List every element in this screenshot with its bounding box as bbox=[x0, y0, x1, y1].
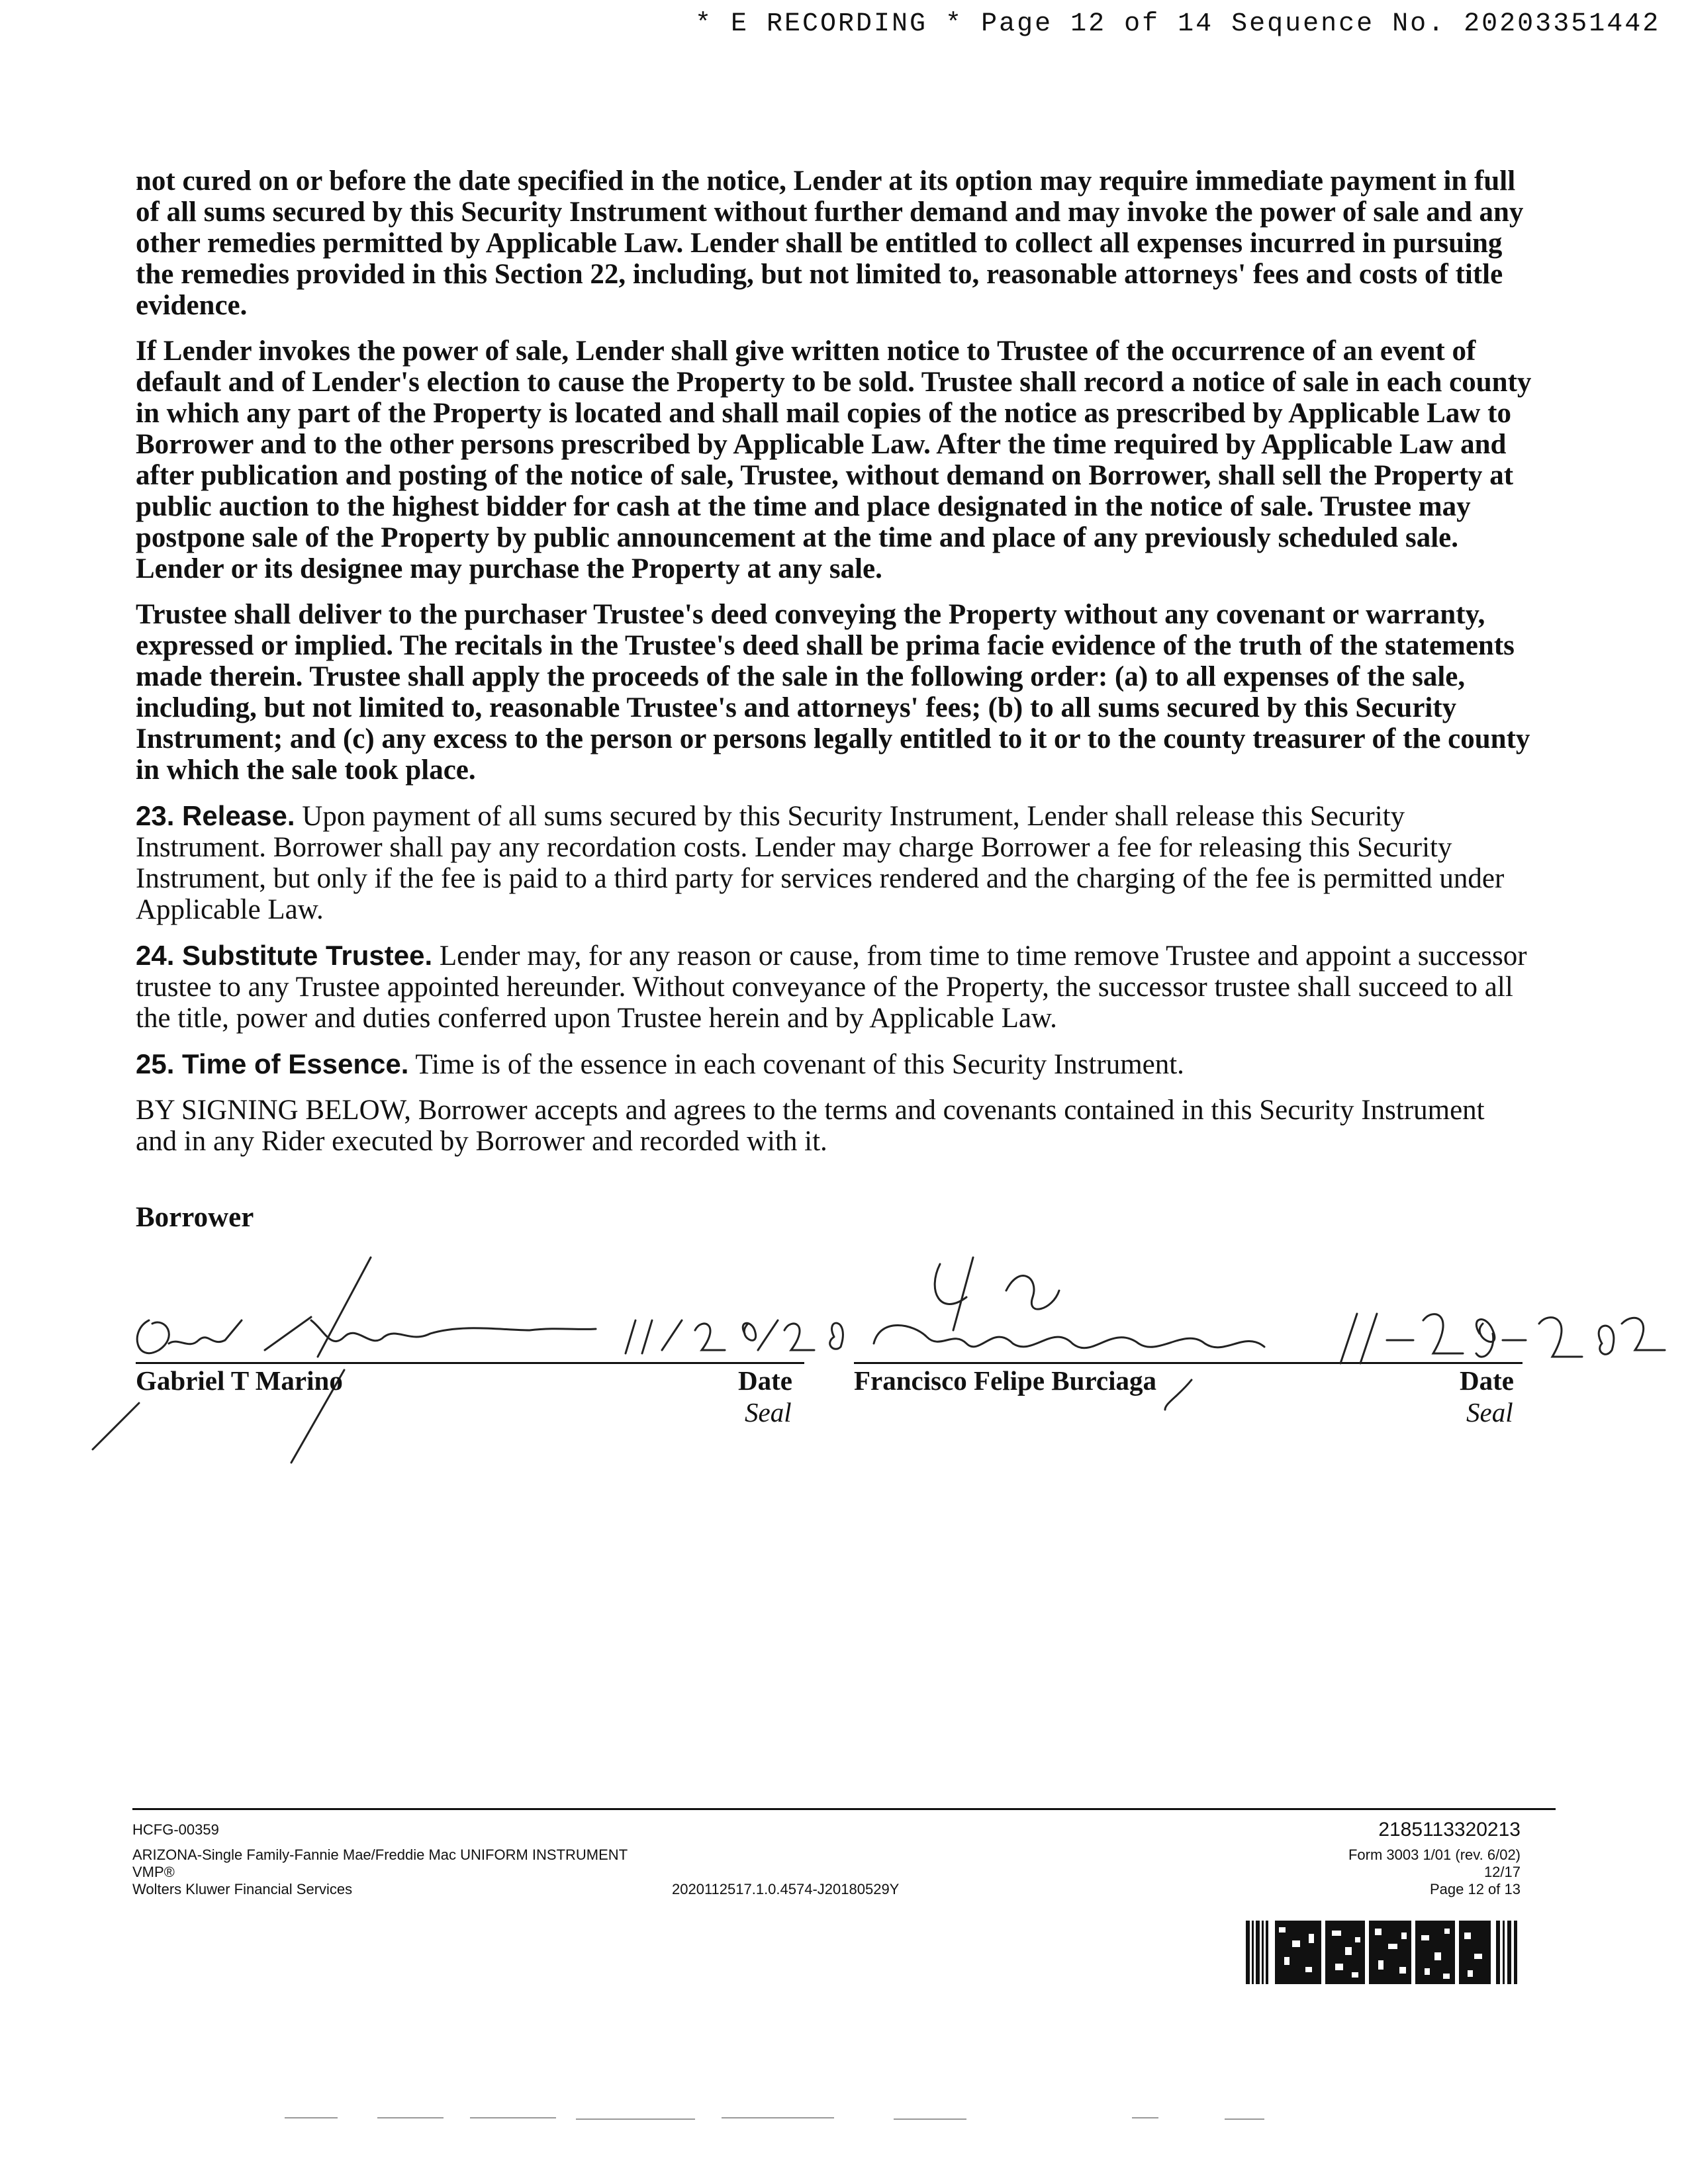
seal-label-left: Seal bbox=[745, 1397, 792, 1428]
footer-form-code: HCFG-00359 bbox=[132, 1821, 219, 1838]
section-25-text: Time is of the essence in each covenant of this Security Instrument. bbox=[408, 1049, 1184, 1080]
seal-label-right: Seal bbox=[1466, 1397, 1513, 1428]
footer-publisher: Wolters Kluwer Financial Services bbox=[132, 1881, 353, 1897]
signing-statement: BY SIGNING BELOW, Borrower accepts and agrees to the terms and covenants contained in this Security Instrument and in any Rider executed by Borrower and recorded with it. bbox=[136, 1095, 1485, 1157]
footer-loan-number: 2185113320213 bbox=[1378, 1819, 1521, 1841]
section-24-text: Lender may, for any reason or cause, from time to time remove Trustee and appoint a successor trustee to any Trustee appointed hereunder. Without conveyance of the Property, the successor trustee shall succeed to all the title, power and duties conferred upon Trustee herein and by Applicable Law. bbox=[136, 940, 1527, 1034]
section-24-heading: 24. Substitute Trustee. bbox=[136, 940, 433, 971]
signature-gabriel-marino bbox=[93, 1257, 596, 1463]
section-23-text: Upon payment of all sums secured by this Security Instrument, Lender shall release this Security Instrument. Borrower shall pay any recordation costs. Lender may charge Borrower a fee for releasing this Security Instrument, but only if the fee is paid to a third party for services rendered and the charging of the fee is permitted under Applicable Law. bbox=[136, 801, 1505, 925]
footer-instrument: ARIZONA-Single Family-Fannie Mae/Freddie Mac UNIFORM INSTRUMENT bbox=[132, 1846, 628, 1863]
borrower-label: Borrower bbox=[136, 1202, 254, 1233]
paragraph-remedies: not cured on or before the date specified in the notice, Lender at its option may require immediate payment in full of all sums secured by this Security Instrument without further demand and may invoke the power of sale and any other remedies permitted by Applicable Law. Lender shall be entitled to collect all expenses incurred in pursuing the remedies provided in this Section 22, including, but not limited to, reasonable attorneys' fees and costs of title evidence. bbox=[136, 165, 1524, 321]
paragraph-trustee-deed: Trustee shall deliver to the purchaser Trustee's deed conveying the Property without any covenant or warranty, expressed or implied. The recitals in the Trustee's deed shall be prima facie evidence of the truth of the statements made therein. Trustee shall apply the proceeds of the sale in the following order: (a) to all expenses of the sale, including, but not limited to, reasonable Trustee's and attorneys' fees; (b) to all sums secured by this Security Instrument; and (c) any excess to the person or persons legally entitled to it or to the county treasurer of the county in which the sale took place. bbox=[136, 599, 1530, 786]
signer-name-right: Francisco Felipe Burciaga bbox=[854, 1365, 1157, 1396]
footer-revision: 12/17 bbox=[1483, 1864, 1521, 1880]
section-25-heading: 25. Time of Essence. bbox=[136, 1048, 409, 1079]
recording-header: * E RECORDING * Page 12 of 14 Sequence No. 20203351442 bbox=[695, 9, 1661, 39]
footer-form-number: Form 3003 1/01 (rev. 6/02) bbox=[1348, 1846, 1521, 1863]
section-23-heading: 23. Release. bbox=[136, 800, 295, 831]
footer-vmp: VMP® bbox=[132, 1864, 175, 1880]
barcode bbox=[1246, 1921, 1519, 1984]
signature-handwritten-date-right bbox=[1340, 1314, 1665, 1363]
scan-artifact bbox=[99, 2111, 1589, 2131]
footer-document-id: 2020112517.1.0.4574-J20180529Y bbox=[672, 1881, 900, 1897]
signer-name-left: Gabriel T Marino bbox=[136, 1365, 343, 1396]
footer-page: Page 12 of 13 bbox=[1429, 1881, 1521, 1897]
date-label-left: Date bbox=[738, 1365, 792, 1396]
paragraph-power-of-sale: If Lender invokes the power of sale, Lender shall give written notice to Trustee of the occurrence of an event of default and of Lender's election to cause the Property to be sold. Trustee shall record a notice of sale in each county in which any part of the Property is located and shall mail copies of the notice as prescribed by Applicable Law to Borrower and to the other persons prescribed by Applicable Law. After the time required by Applicable Law and after publication and posting of the notice of sale, Trustee, without demand on Borrower, shall sell the Property at public auction to the highest bidder for cash at the time and place designated in the notice of sale. Trustee may postpone sale of the Property by public announcement at the time and place of any previously scheduled sale. Lender or its designee may purchase the Property at any sale. bbox=[136, 336, 1532, 584]
signature-handwritten-date-left bbox=[626, 1320, 843, 1353]
footer-rule bbox=[132, 1808, 1556, 1810]
date-label-right: Date bbox=[1460, 1365, 1514, 1396]
